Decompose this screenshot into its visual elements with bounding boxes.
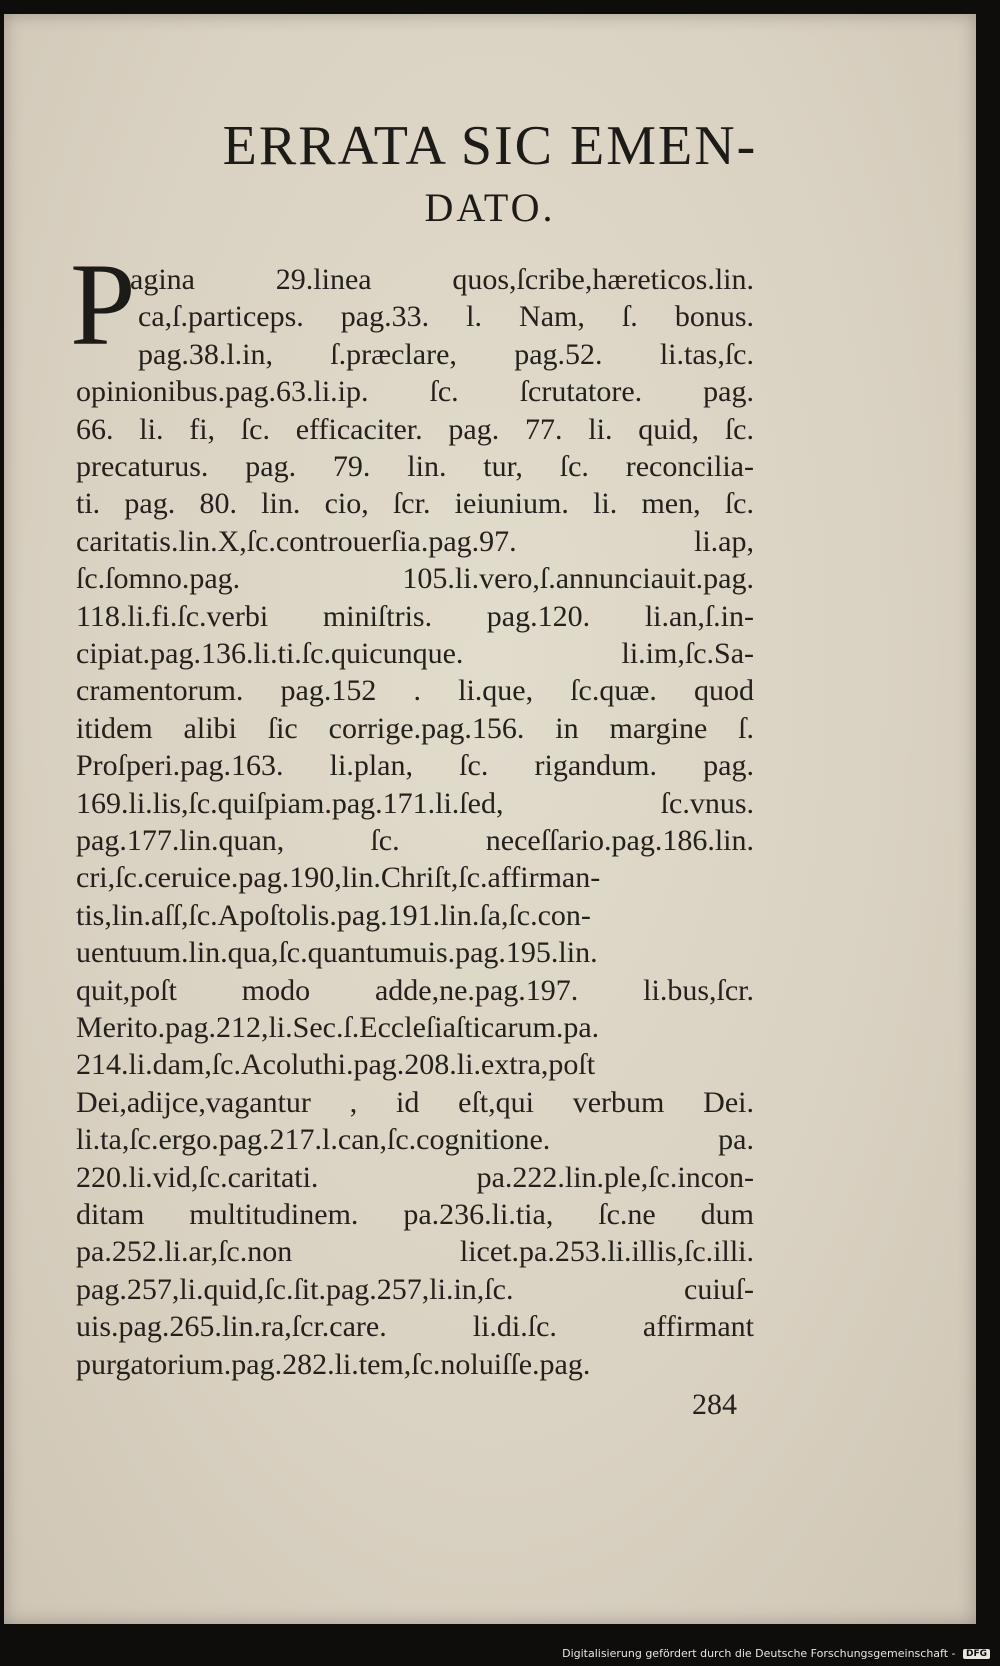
text-line: 169.li.lis,ſc.quiſpiam.pag.171.li.ſed, ſc.vnus.: [76, 786, 754, 820]
text-line: pag.38.l.in, ſ.præclare, pag.52. li.tas,ſc.: [138, 337, 754, 371]
text-line: ditam multitudinem. pa.236.li.tia, ſc.ne dum: [76, 1198, 754, 1231]
text-line: 118.li.fi.ſc.verbi miniſtris. pag.120. li.an,ſ.in-: [76, 599, 754, 633]
text-line: 214.li.dam,ſc.Acoluthi.pag.208.li.extra,poſt: [76, 1048, 596, 1082]
text-line: pa.252.li.ar,ſc.non licet.pa.253.li.illis,ſc.illi.: [76, 1235, 754, 1269]
catchword: 284: [692, 1388, 737, 1421]
text-line: ti. pag. 80. lin. cio, ſcr. ieiunium. li. men, ſc.: [76, 487, 754, 521]
heading-line-1: ERRATA SIC EMEN-: [222, 115, 758, 177]
heading-line-2: DATO.: [424, 185, 556, 230]
text-line: pag.177.lin.quan, ſc. neceſſario.pag.186.lin.: [76, 824, 754, 857]
drop-capital: P: [70, 239, 136, 370]
text-line: purgatorium.pag.282.li.tem,ſc.noluiſſe.pag.: [76, 1347, 591, 1381]
text-line: quit,poſt modo adde,ne.pag.197. li.bus,ſcr.: [76, 973, 754, 1007]
text-line: li.ta,ſc.ergo.pag.217.l.can,ſc.cognitione. pa.: [76, 1123, 754, 1157]
text-line: ſc.ſomno.pag. 105.li.vero,ſ.annunciauit.pag.: [76, 562, 754, 596]
text-line: 66. li. fi, ſc. efficaciter. pag. 77. li. quid, ſc.: [76, 412, 754, 446]
text-line: Dei,adijce,vagantur , id eſt,qui verbum Dei.: [76, 1085, 754, 1119]
dfg-logo: DFG: [963, 1649, 990, 1659]
text-line: agina 29.linea quos,ſcribe,hæreticos.lin.: [130, 263, 754, 296]
text-line: itidem alibi ſic corrige.pag.156. in margine ſ.: [76, 711, 754, 745]
text-line: pag.257,li.quid,ſc.ſit.pag.257,li.in,ſc. cuiuſ-: [76, 1272, 754, 1306]
text-line: uentuum.lin.qua,ſc.quantumuis.pag.195.lin.: [76, 936, 598, 970]
footer-text: Digitalisierung gefördert durch die Deutsche Forschungsgemeinschaft -: [562, 1647, 956, 1660]
text-line: opinionibus.pag.63.li.ip. ſc. ſcrutatore. pag.: [76, 375, 754, 409]
digitization-footer: [0, 1647, 990, 1660]
text-line: tis,lin.aſſ,ſc.Apoſtolis.pag.191.lin.ſa,ſc.con-: [76, 898, 591, 932]
text-line: uis.pag.265.lin.ra,ſcr.care. li.di.ſc. affirmant: [76, 1310, 754, 1344]
text-line: 220.li.vid,ſc.caritati. pa.222.lin.ple,ſc.incon-: [76, 1160, 754, 1194]
text-line: cramentorum. pag.152 . li.que, ſc.quæ. quod: [76, 674, 754, 708]
text-line: ca,ſ.particeps. pag.33. l. Nam, ſ. bonus.: [138, 300, 754, 334]
text-line: Merito.pag.212,li.Sec.ſ.Eccleſiaſticarum.pa.: [76, 1011, 600, 1044]
text-line: cri,ſc.ceruice.pag.190,lin.Chriſt,ſc.affirman-: [76, 861, 601, 895]
text-line: cipiat.pag.136.li.ti.ſc.quicunque. li.im,ſc.Sa-: [76, 637, 754, 670]
text-line: caritatis.lin.X,ſc.controuerſia.pag.97. li.ap,: [76, 524, 754, 558]
text-line: Proſperi.pag.163. li.plan, ſc. rigandum. pag.: [76, 749, 754, 783]
book-page: [4, 14, 976, 1624]
text-line: precaturus. pag. 79. lin. tur, ſc. reconcilia-: [76, 450, 754, 483]
